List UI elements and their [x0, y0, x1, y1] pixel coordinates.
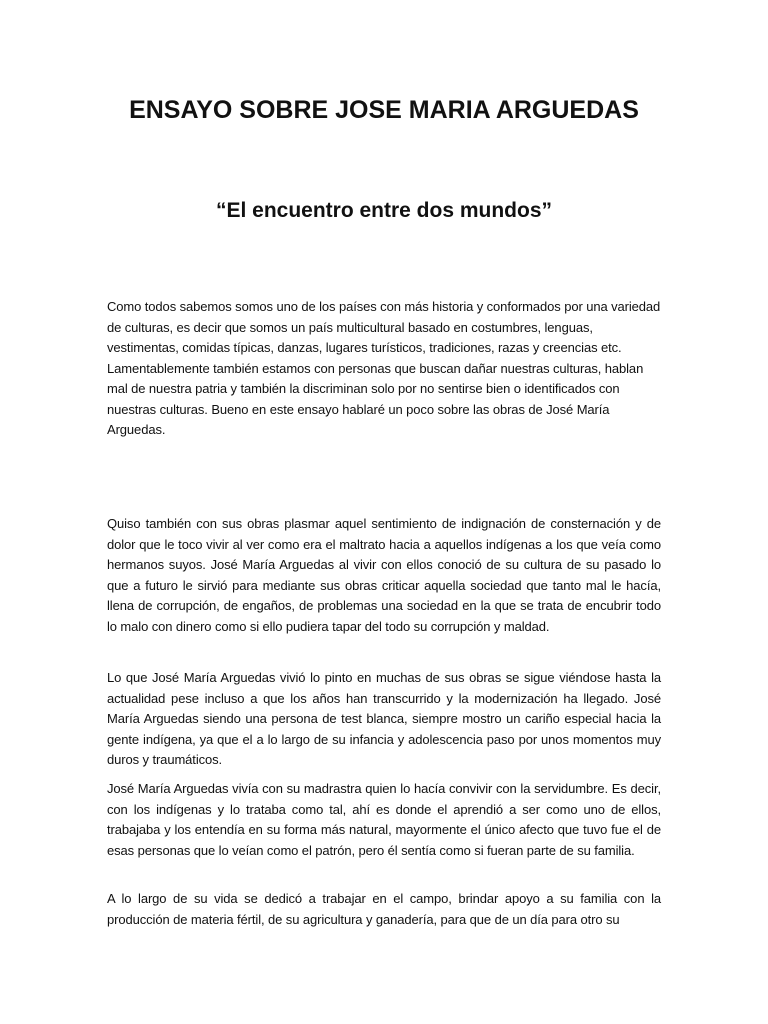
document-subtitle: “El encuentro entre dos mundos” — [215, 199, 553, 222]
paragraph-madrastra: José María Arguedas vivía con su madrastra quien lo hacía convivir con la servidumbre. Es decir, con los indígenas y lo trataba como tal, ahí es donde el aprendió a ser como uno de ellos, trabajaba y los entendía en su forma más natural, mayormente el único afecto que tuvo fue el de esas personas que lo veían como el patrón, pero él sentía como si fueran parte de su familia. — [107, 781, 661, 858]
document-title: ENSAYO SOBRE JOSE MARIA ARGUEDAS — [129, 96, 639, 124]
paragraph-vivencias: Lo que José María Arguedas vivió lo pinto en muchas de sus obras se sigue viéndose hasta la actualidad pese incluso a que los años han transcurrido y la modernización ha llegado. José María Arguedas siendo una persona de test blanca, siempre mostro un cariño especial hacia la gente indígena, ya que el a lo largo de su infancia y adolescencia paso por unos momentos muy duros y traumáticos. — [107, 670, 661, 767]
paragraph-obras: Quiso también con sus obras plasmar aquel sentimiento de indignación de consternación y de dolor que le toco vivir al ver como era el maltrato hacia a aquellos indígenas a los que veía como hermanos suyos. José María Arguedas al vivir con ellos conoció de su cultura de su pasado lo que a futuro le sirvió para mediante sus obras criticar aquella sociedad que tanto mal le hacía, llena de corrupción, de engaños, de problemas una sociedad en la que se trata de encubrir todo lo malo con dinero como si ello pudiera tapar del todo su corrupción y maldad. — [107, 516, 661, 634]
paragraph-campo: A lo largo de su vida se dedicó a trabajar en el campo, brindar apoyo a su familia con la producción de materia fértil, de su agricultura y ganadería, para que de un día para otro su — [107, 891, 661, 927]
paragraph-intro: Como todos sabemos somos uno de los países con más historia y conformados por una variedad de culturas, es decir que somos un país multicultural basado en costumbres, lenguas, vestimentas, comidas típicas, danzas, lugares turísticos, tradiciones, razas y creencias etc. Lamentablemente también estamos con personas que buscan dañar nuestras culturas, hablan mal de nuestra patria y también la discriminan solo por no sentirse bien o identificados con nuestras culturas. Bueno en este ensayo hablaré un poco sobre las obras de José María Arguedas. — [107, 299, 661, 437]
